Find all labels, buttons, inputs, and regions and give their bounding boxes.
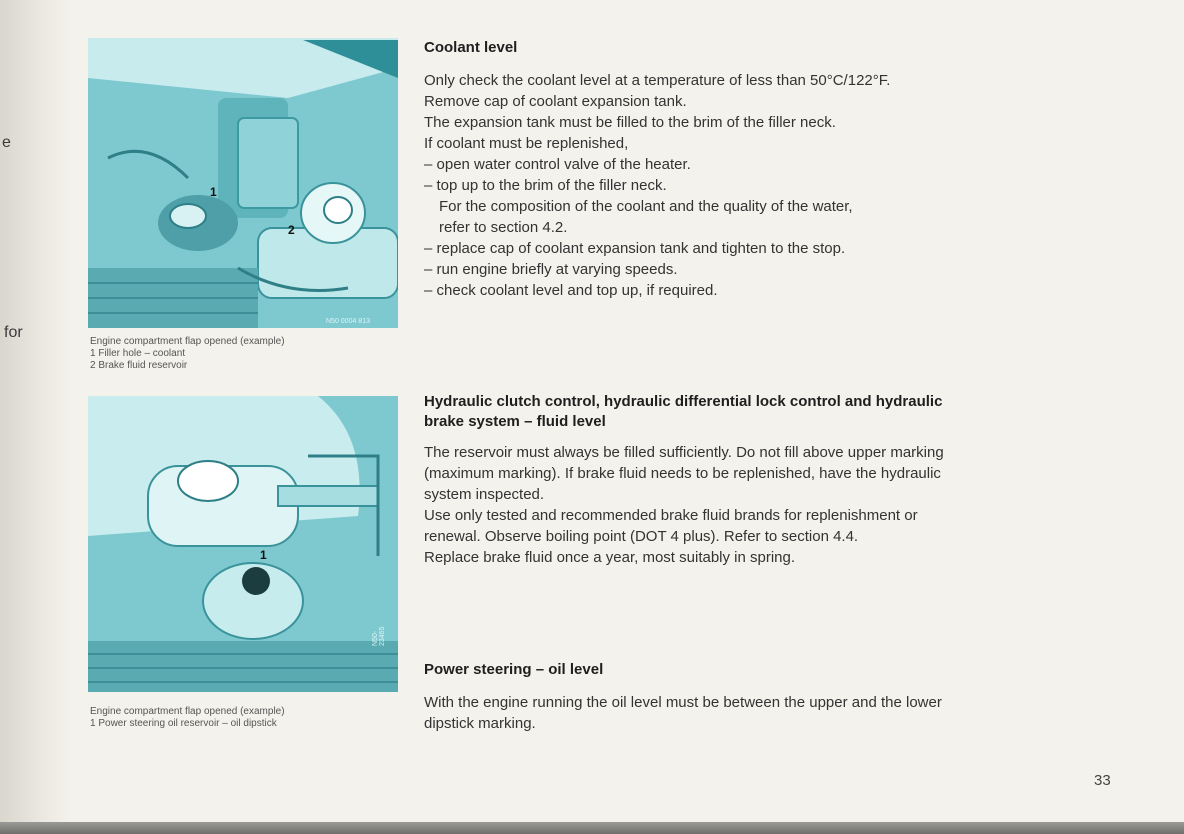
text-line: – top up to the brim of the filler neck. [424,177,667,194]
figure-code: N50 0004 813 [326,318,370,325]
text-line: Remove cap of coolant expansion tank. [424,93,687,110]
caption-line: Engine compartment flap opened (example) [90,706,285,717]
figure-label-1: 1 [210,185,217,199]
coolant-text [424,70,1084,301]
text-line: renewal. Observe boiling point (DOT 4 plus). Refer to section 4.4. [424,528,859,545]
text-line: Only check the coolant level at a temperature of less than 50°C/122°F. [424,72,891,89]
text-line: – run engine briefly at varying speeds. [424,261,678,278]
text-line: system inspected. [424,486,545,503]
caption-line: 1 Power steering oil reservoir – oil dipstick [90,718,277,729]
text-line: For the composition of the coolant and the quality of the water, [439,198,853,215]
power-steering-text [424,692,1084,734]
figure-caption [90,336,400,372]
engine-illustration [88,396,398,692]
edge-text-fragment: e [2,134,11,151]
text-line: The expansion tank must be filled to the brim of the filler neck. [424,114,836,131]
title-line: Hydraulic clutch control, hydraulic differential lock control and hydraulic [424,393,943,410]
text-line: Replace brake fluid once a year, most suitably in spring. [424,549,796,566]
figure-caption [90,706,400,730]
section-title-power-steering: Power steering – oil level [424,661,604,678]
text-line: With the engine running the oil level must be between the upper and the lower [424,694,942,711]
figure-label-1: 1 [260,548,267,562]
text-line: If coolant must be replenished, [424,135,629,152]
figure-code: N50-23465 [372,626,386,646]
caption-line: Engine compartment flap opened (example) [90,336,285,347]
title-line: brake system – fluid level [424,413,606,430]
text-line: refer to section 4.2. [439,219,568,236]
engine-photo-coolant [88,38,398,328]
engine-photo-power-steering [88,396,398,692]
hydraulic-text [424,442,1084,568]
text-line: (maximum marking). If brake fluid needs to be replenished, have the hydraulic [424,465,941,482]
section-title-hydraulic [424,392,942,432]
text-line: Use only tested and recommended brake fluid brands for replenishment or [424,507,918,524]
text-line: – replace cap of coolant expansion tank and tighten to the stop. [424,240,846,257]
caption-line: 1 Filler hole – coolant [90,348,186,359]
text-line: dipstick marking. [424,715,536,732]
section-title-coolant: Coolant level [424,39,518,56]
figure-label-2: 2 [288,223,295,237]
text-line: – check coolant level and top up, if required. [424,282,718,299]
text-line: – open water control valve of the heater. [424,156,691,173]
page-number: 33 [1094,772,1111,789]
text-line: The reservoir must always be filled sufficiently. Do not fill above upper marking [424,444,944,461]
edge-text-fragment: for [4,324,23,341]
caption-line: 2 Brake fluid reservoir [90,360,188,371]
page-bottom-edge [0,822,1184,834]
page-gutter [0,0,70,834]
engine-illustration [88,38,398,328]
